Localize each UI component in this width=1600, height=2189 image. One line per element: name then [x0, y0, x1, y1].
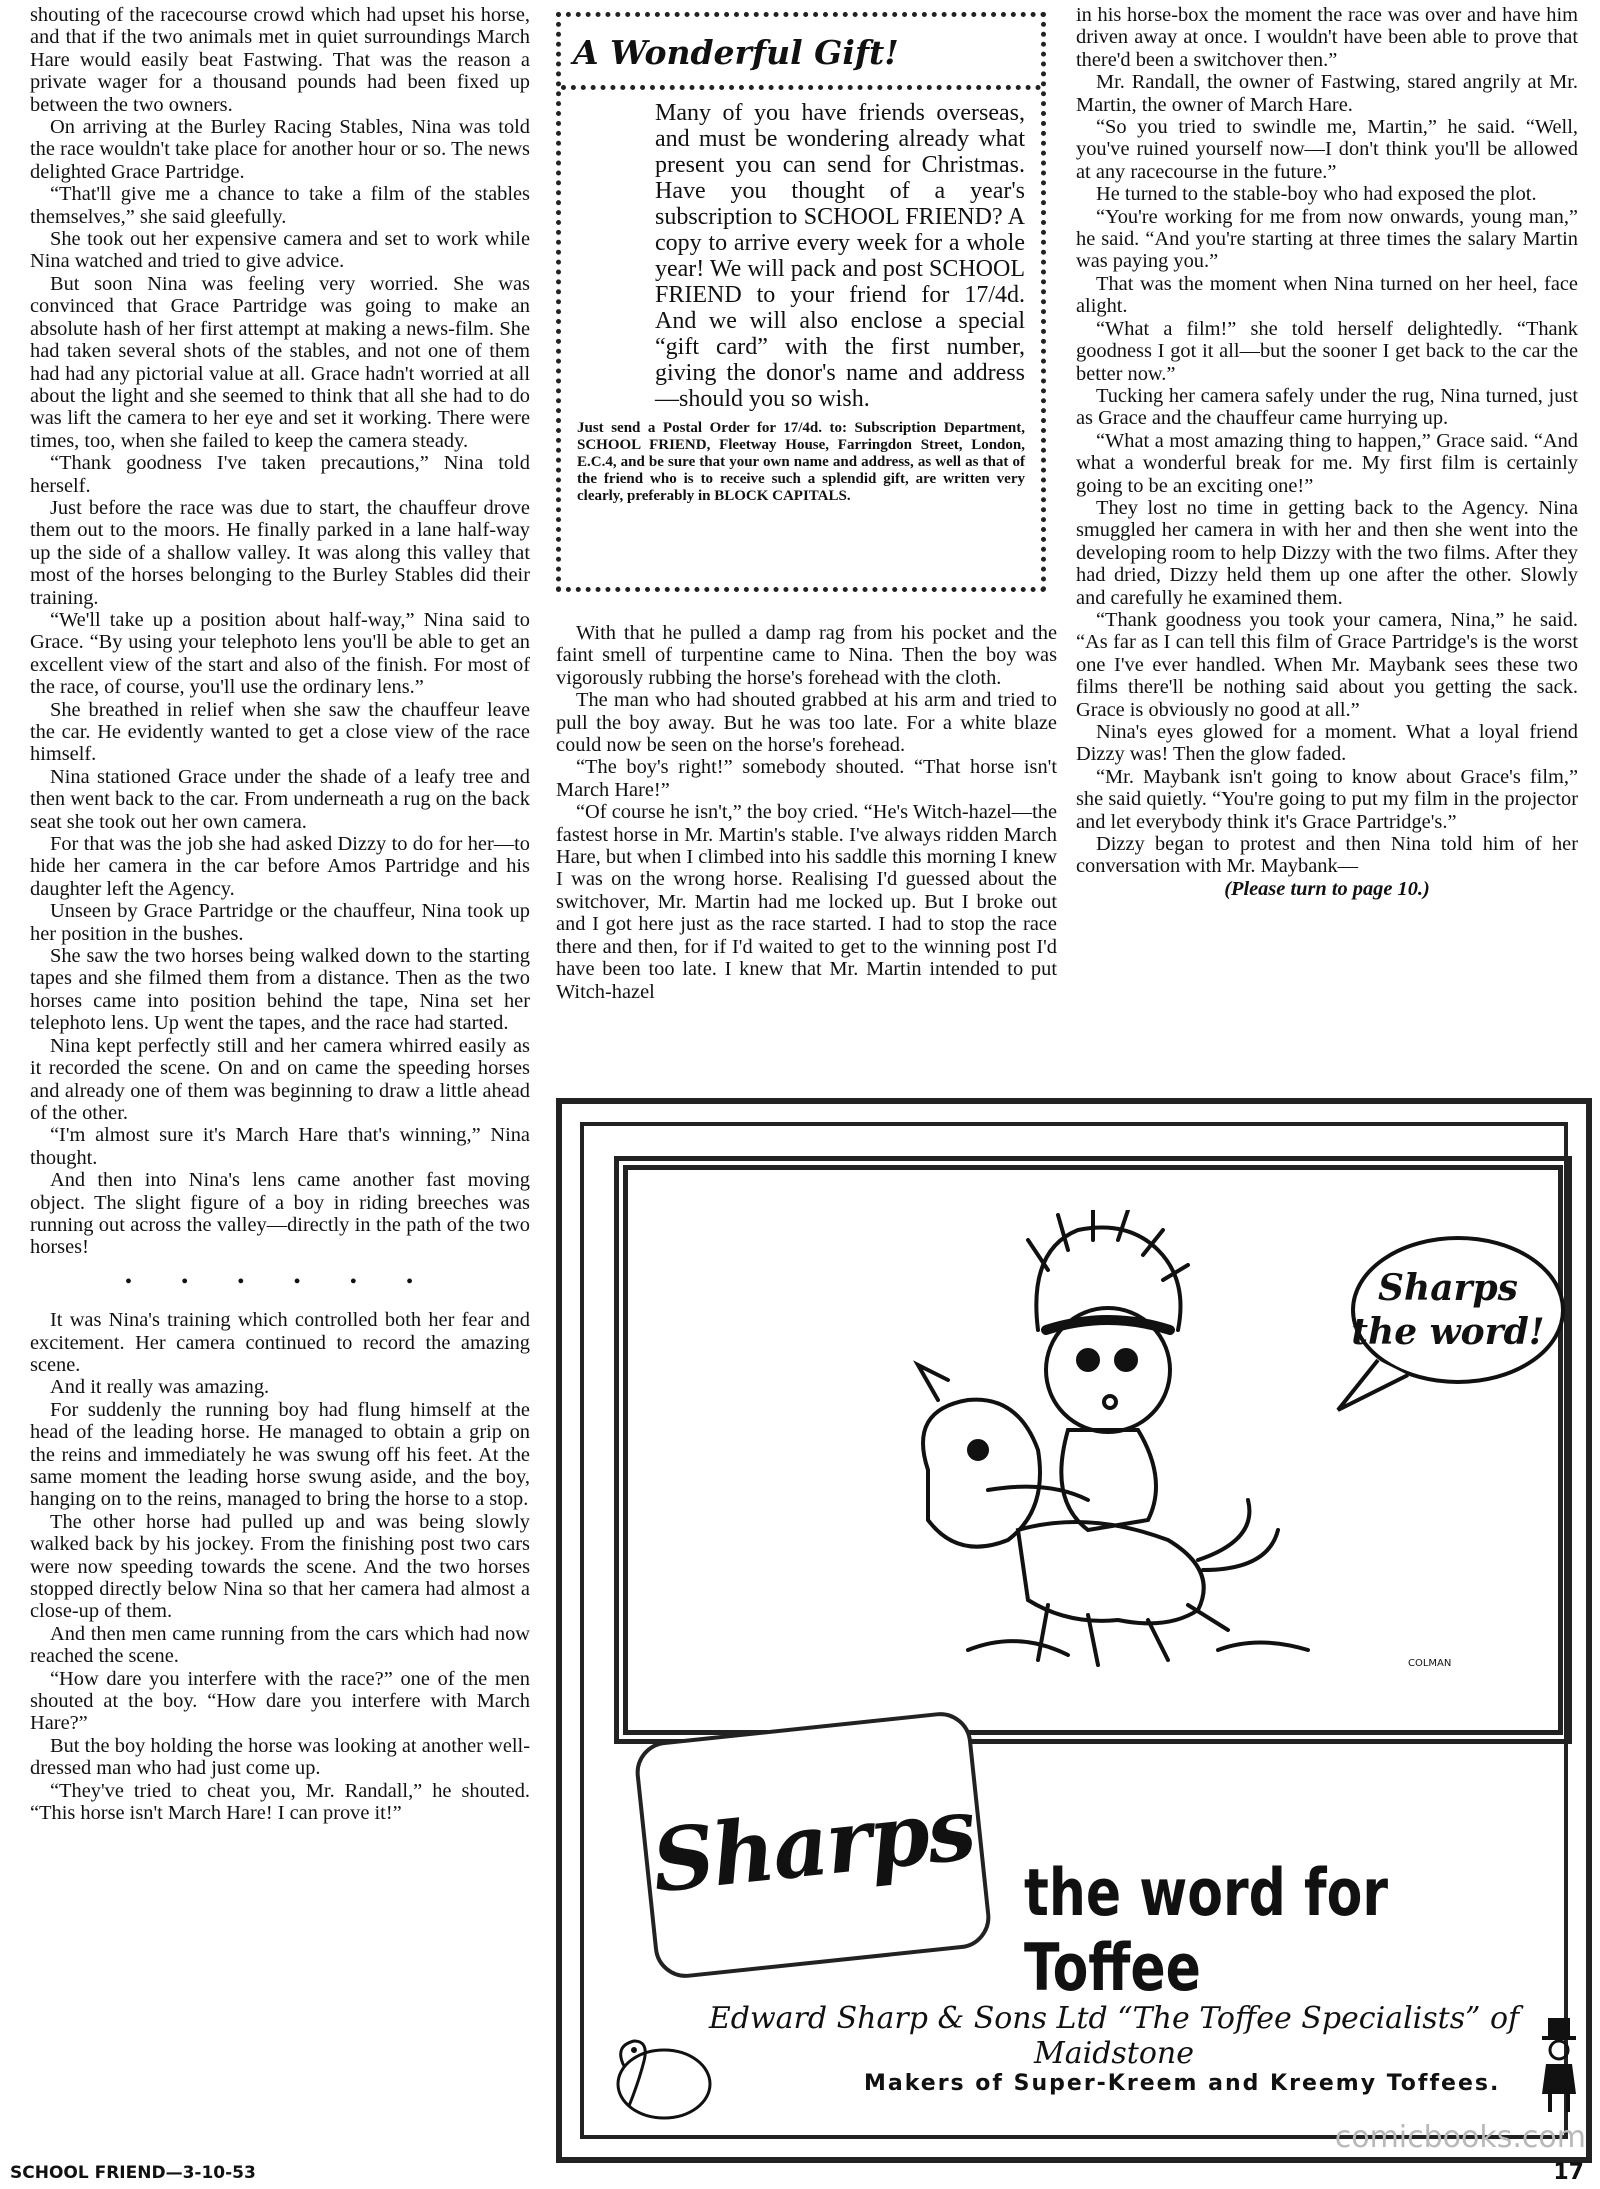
gift-title: A Wonderful Gift! [573, 33, 899, 72]
paragraph: For that was the job she had asked Dizzy to do for her—to hide her camera in the car before Amos Partridge and his daughter left the Agency. [30, 833, 530, 900]
story-column-3 [1076, 4, 1578, 1072]
divider [561, 85, 1041, 90]
paragraph: Nina stationed Grace under the shade of a leafy tree and then went back to the car. From underneath a rug on the back seat she took out her own camera. [30, 765, 530, 833]
paragraph: “We'll take up a position about half-way,” Nina said to Grace. “By using your telephoto lens you'll be able to get an excellent view of the start and also of the finish. For most of the race, of course, you'll use the ordinary lens.” [30, 608, 530, 699]
paragraph: “They've tried to cheat you, Mr. Randall,” he shouted. “This horse isn't March Hare! I can prove it!” [30, 1779, 530, 1825]
paragraph: “Mr. Maybank isn't going to know about Grace's film,” she said quietly. “You're going to put my film in the projector and let everybody think it's Grace Partridge's.” [1076, 765, 1578, 833]
ad-inner-border [580, 1122, 1568, 2139]
paragraph: “The boy's right!” somebody shouted. “That horse isn't March Hare!” [556, 756, 1057, 801]
paragraph: “So you tried to swindle me, Martin,” he said. “Well, you've ruined yourself now—I don't think you'll be allowed at any racecourse in the future.” [1076, 116, 1578, 183]
speech-bubble [1328, 1225, 1568, 1395]
paragraph: “What a most amazing thing to happen,” Grace said. “And what a wonderful break for me. My first film is certainly going to be an exciting one!” [1076, 429, 1578, 497]
paragraph: She breathed in relief when she saw the chauffeur leave the car. He evidently wanted to get a close view of the race himself. [30, 698, 530, 766]
paragraph: Just before the race was due to start, the chauffeur drove them out to the moors. He finally parked in a lane half-way up the side of a shallow valley. It was along this valley that most of the horses belonging to the Burley Stables did their training. [30, 496, 530, 609]
paragraph: “What a film!” she told herself delightedly. “Thank goodness I got it all—but the sooner I get back to the car the better now.” [1076, 317, 1578, 385]
cowboy-on-horse-illustration [788, 1210, 1388, 1690]
paragraph: Nina kept perfectly still and her camera whirred easily as it recorded the scene. On and on came the speeding horses and already one of them was beginning to draw a little ahead of the other. [30, 1034, 530, 1124]
paragraph: She saw the two horses being walked down to the starting tapes and she filmed them from a distance. Then as the two horses came into position behind the tape, Nina set her telephoto lens. Up went the tapes, and the race had started. [30, 945, 530, 1035]
paragraph: And it really was amazing. [50, 1376, 270, 1399]
parrot-logo-icon [604, 2036, 714, 2126]
paragraph: The man who had shouted grabbed at his arm and tried to pull the boy away. But he was too late. For a white blaze could now be seen on the horse's forehead. [556, 689, 1057, 757]
paragraph: And then men came running from the cars which had now reached the scene. [30, 1622, 530, 1668]
paragraph: They lost no time in getting back to the Agency. Nina smuggled her camera in with her and then she went into the developing room to help Dizzy with the two films. After they had dried, Dizzy held them up one after the other. Slowly and carefully he examined them. [1076, 496, 1578, 609]
paragraph: For suddenly the running boy had flung himself at the head of the leading horse. He managed to obtain a grip on the reins and immediately he was swung off his feet. At the same moment the leading horse swung aside, and the boy, hanging on to the reins, managed to bring the horse to a stop. [30, 1398, 530, 1511]
paragraph: in his horse-box the moment the race was over and have him driven away at once. I wouldn't have been able to prove that there'd been a switchover then.” [1076, 4, 1578, 71]
paragraph: With that he pulled a damp rag from his pocket and the faint smell of turpentine came to Nina. Then the boy was vigorously rubbing the horse's forehead with the cloth. [556, 622, 1057, 689]
paragraph: Tucking her camera safely under the rug, Nina turned, just as Grace and the chauffeur came hurrying up. [1076, 384, 1578, 430]
sharps-logo: Sharps [632, 1709, 993, 1981]
makers-line: Makers of Super-Kreem and Kreemy Toffees. [864, 2071, 1501, 2096]
footer-issue: SCHOOL FRIEND—3-10-53 [10, 2163, 256, 2183]
paragraph: “I'm almost sure it's March Hare that's winning,” Nina thought. [30, 1124, 530, 1169]
paragraph: And then into Nina's lens came another fast moving object. The slight figure of a boy in riding breeches was running out across the valley—directly in the path of the two horses! [30, 1169, 530, 1259]
ad-illustration-frame [614, 1156, 1572, 1744]
paragraph: “Thank goodness I've taken precautions,” Nina told herself. [30, 452, 530, 497]
story-column-2 [556, 622, 1057, 1072]
paragraph: It was Nina's training which controlled both her fear and excitement. Her camera continued to record the amazing scene. [30, 1309, 530, 1376]
paragraph: “How dare you interfere with the race?” one of the men shouted at the boy. “How dare you interfere with March Hare?” [30, 1667, 530, 1735]
artist-signature: COLMAN [1408, 1658, 1452, 1669]
gift-body: Many of you have friends overseas, and must be wondering already what present you can send for Christmas. Have you thought of a year's subscription to SCHOOL FRIEND? A copy to arrive every week for a whole year! We will pack and post SCHOOL FRIEND to your friend for 17/4d. And we will also enclose a special “gift card” with the first number, giving the donor's name and address—should you so wish. [655, 100, 1025, 412]
page-number: 17 [1553, 2160, 1584, 2185]
paragraph: Mr. Randall, the owner of Fastwing, stared angrily at Mr. Martin, the owner of March Hare. [1076, 71, 1578, 116]
paragraph: “Of course he isn't,” the boy cried. “He's Witch-hazel—the fastest horse in Mr. Martin's stable. I've always ridden March Hare, but when I climbed into his saddle this morning I knew I was on the wrong horse. Realising I'd guessed about the switchover, Mr. Martin had me locked up. But I broke out and I got here just as the race started. I had to stop the race there and then, for if I'd waited to get to the winning post I'd have been too late. I knew that Mr. Martin intended to put Witch-hazel [556, 801, 1057, 1003]
section-break: • • • • • • [124, 1270, 436, 1293]
bubble-text-line2: the word! [1351, 1311, 1545, 1353]
bubble-text-line1: Sharps [1378, 1267, 1518, 1309]
paragraph: Dizzy began to protest and then Nina told him of her conversation with Mr. Maybank— [1076, 833, 1578, 878]
paragraph: But the boy holding the horse was looking at another well-dressed man who had just come up. [30, 1734, 530, 1780]
sharps-toffee-advertisement [556, 1098, 1592, 2163]
paragraph: He turned to the stable-boy who had exposed the plot. [1096, 183, 1537, 206]
paragraph: She took out her expensive camera and set to work while Nina watched and tried to give advice. [30, 228, 530, 273]
paragraph: That was the moment when Nina turned on her heel, face alight. [1076, 272, 1578, 318]
watermark: comicbooks.com [1334, 2120, 1586, 2155]
paragraph: On arriving at the Burley Racing Stables, Nina was told the race wouldn't take place for another hour or so. The news delighted Grace Partridge. [30, 116, 530, 183]
paragraph: But soon Nina was feeling very worried. She was convinced that Grace Partridge was going to make an absolute hash of her first attempt at making a news-film. She had taken several shots of the stables, and not one of them had had any pictorial value at all. Grace hadn't worried at all about the light and she seemed to think that all she had to do was lift the camera to her eye and set it working. There were times, too, when she failed to keep the camera steady. [30, 272, 530, 452]
paragraph: “That'll give me a chance to take a film of the stables themselves,” she said gleefully. [30, 183, 530, 228]
paragraph: Nina's eyes glowed for a moment. What a loyal friend Dizzy was! Then the glow faded. [1076, 721, 1578, 766]
continued-note: (Please turn to page 10.) [1224, 877, 1430, 900]
top-hat-man-icon [1534, 2016, 1584, 2116]
paragraph: “Thank goodness you took your camera, Nina,” he said. “As far as I can tell this film of Grace Partridge's is the worst one I've ever handled. When Mr. Maybank sees these two films there'll be nothing said about you getting the sack. Grace is obviously no good at all.” [1076, 608, 1578, 721]
gift-subscription-box [556, 12, 1046, 592]
paragraph: The other horse had pulled up and was being slowly walked back by his jockey. From the finishing post two cars were now speeding towards the scene. And the two horses stopped directly below Nina so that her camera had almost a close-up of them. [30, 1510, 530, 1623]
paragraph: “You're working for me from now onwards, young man,” he said. “And you're starting at three times the salary Martin was paying you.” [1076, 205, 1578, 273]
ad-tagline: the word for Toffee [1024, 1856, 1388, 2006]
paragraph: Unseen by Grace Partridge or the chauffeur, Nina took up her position in the bushes. [30, 900, 530, 945]
company-name: Edward Sharp & Sons Ltd “The Toffee Specialists” of Maidstone [708, 2001, 1520, 2071]
gift-instructions: Just send a Postal Order for 17/4d. to: Subscription Department, SCHOOL FRIEND, Fleetway House, Farringdon Street, London, E.C.4, and be sure that your own name and address, as well as that of the friend who is to receive such a splendid gift, are written very clearly, preferably in BLOCK CAPITALS. [577, 420, 1025, 504]
paragraph: shouting of the racecourse crowd which had upset his horse, and that if the two animals met in quiet surroundings March Hare would easily beat Fastwing. That was the reason a private wager for a thousand pounds had been fixed up between the two owners. [30, 4, 530, 116]
story-column-1 [30, 4, 530, 2134]
